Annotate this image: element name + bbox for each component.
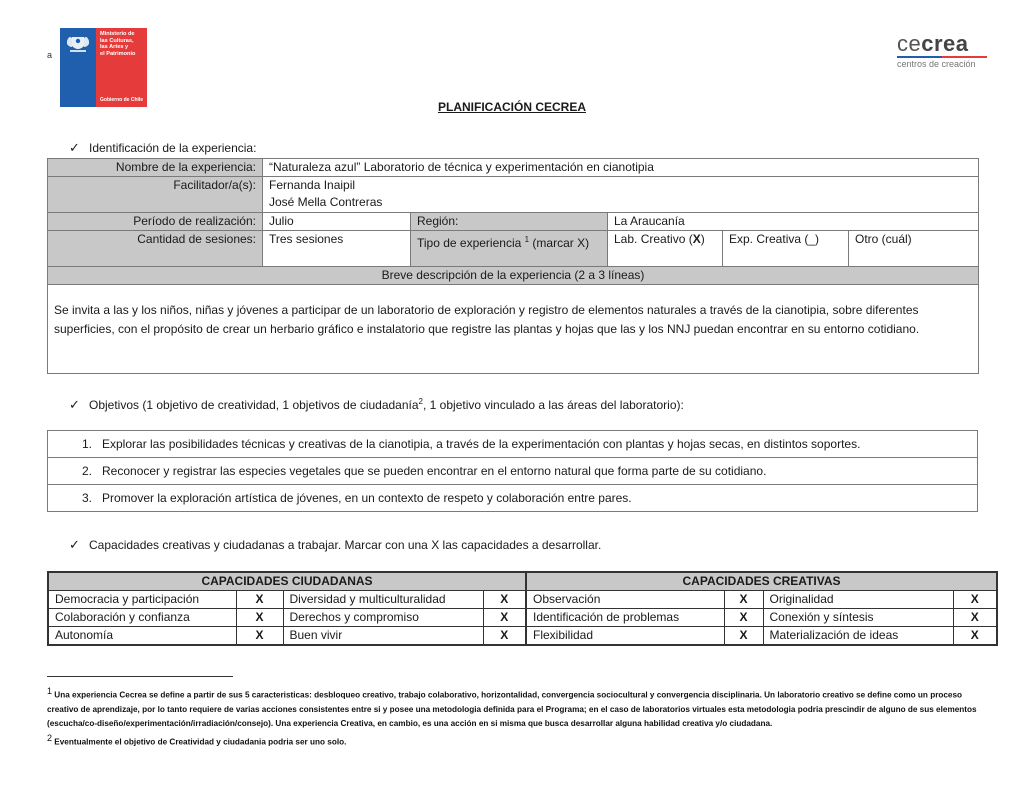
periodo-label: Período de realización: — [48, 213, 263, 231]
capacidad-ciudadana: Democracia y participación — [48, 591, 236, 609]
objetivos-table — [47, 430, 978, 512]
cecrea-logo — [897, 33, 987, 73]
periodo-value: Julio — [263, 213, 411, 231]
capacidad-ciudadana: Derechos y compromiso — [283, 609, 483, 627]
descripcion-text: Se invita a las y los niños, niñas y jóvenes a participar de un laboratorio de exploración y registro de elementos naturales a través de la cianotipia, sobre diferentes superficies, con el propósito de crear un herbario gráfico e instalatorio que registre las plantas y hojas que las y los NNJ puedan encontrar en su entorno cotidiano. — [48, 285, 979, 374]
section-capacidades-heading — [69, 537, 601, 553]
cecrea-bar-red — [942, 56, 987, 58]
sesiones-label: Cantidad de sesiones: — [48, 231, 263, 267]
objetivos-title-pre: Objetivos (1 objetivo de creatividad, 1 objetivos de ciudadanía — [89, 398, 419, 412]
footnote-mark: 2 — [47, 732, 53, 743]
footnote-ref-2[interactable]: 2 — [418, 397, 423, 406]
cecrea-bar — [897, 56, 987, 58]
tipo-exp-creativa: Exp. Creativa (_) — [723, 231, 849, 267]
capacidades-title: Capacidades creativas y ciudadanas a trabajar. Marcar con una X las capacidades a desarrollar. — [89, 538, 602, 552]
objetivo-text: Reconocer y registrar las especies vegetales que se pueden encontrar en el entorno natural que forma parte de su cotidiano. — [102, 463, 767, 478]
capacidades-row — [48, 609, 997, 627]
cecrea-word-bold: crea — [921, 31, 969, 56]
gov-logo — [60, 28, 147, 107]
objetivo-text: Explorar las posibilidades técnicas y creativas de la cianotipia, a través de la experimentación con plantas y hojas secas, en distintos soportes. — [102, 436, 861, 451]
capacidades-creativas-header: CAPACIDADES CREATIVAS — [526, 572, 997, 591]
objetivo-number: 2. — [81, 463, 92, 478]
tipo-lab-mark: X — [692, 232, 701, 246]
facilitador-name: José Mella Contreras — [269, 195, 383, 209]
capacidad-mark[interactable]: X — [236, 627, 283, 646]
footnote-mark: 1 — [47, 686, 53, 696]
capacidades-row — [48, 627, 997, 646]
footnote-ref-1[interactable]: 1 — [524, 235, 530, 244]
cecrea-wordmark — [897, 33, 987, 55]
facilitador-label: Facilitador/a(s): — [48, 177, 263, 213]
identificacion-table — [47, 158, 979, 374]
capacidad-creativa: Observación — [526, 591, 724, 609]
region-value: La Araucanía — [608, 213, 979, 231]
check-icon: ✓ — [69, 397, 80, 412]
capacidad-creativa: Identificación de problemas — [526, 609, 724, 627]
cecrea-subtitle: centros de creación — [897, 59, 976, 69]
objetivo-row — [48, 458, 978, 485]
tipo-lab-creativo — [608, 231, 723, 267]
objetivo-number: 1. — [81, 436, 92, 451]
tipo-label — [411, 231, 608, 267]
sesiones-value: Tres sesiones — [263, 231, 411, 267]
check-icon: ✓ — [69, 537, 80, 552]
coat-of-arms-icon — [64, 31, 92, 57]
capacidad-mark[interactable]: X — [724, 627, 763, 646]
cecrea-bar-blue — [897, 56, 942, 58]
tipo-otro: Otro (cuál) — [849, 231, 979, 267]
capacidad-mark[interactable]: X — [236, 609, 283, 627]
footnote-1 — [47, 684, 982, 731]
tipo-label-text: Tipo de experiencia — [417, 236, 522, 250]
tipo-label-rest: (marcar X) — [529, 236, 590, 250]
capacidad-ciudadana: Autonomía — [48, 627, 236, 646]
objetivo-number: 3. — [81, 490, 92, 505]
section-identificacion-title: Identificación de la experiencia: — [89, 141, 257, 155]
capacidad-mark[interactable]: X — [953, 591, 997, 609]
footnote-2 — [47, 731, 982, 750]
page-title — [0, 100, 1024, 114]
capacidad-mark[interactable]: X — [953, 609, 997, 627]
check-icon: ✓ — [69, 140, 80, 155]
stray-mark: a — [47, 50, 53, 60]
capacidad-mark[interactable]: X — [483, 627, 526, 646]
gov-logo-text: Ministerio de las Culturas, las Artes y el Patrimonio — [100, 31, 136, 57]
capacidad-ciudadana: Diversidad y multiculturalidad — [283, 591, 483, 609]
tipo-lab-prefix: Lab. Creativo ( — [614, 232, 693, 246]
objetivo-row — [48, 485, 978, 512]
capacidad-ciudadana: Colaboración y confianza — [48, 609, 236, 627]
objetivos-title-post: , 1 objetivo vinculado a las áreas del laboratorio): — [423, 398, 684, 412]
page-title-text: PLANIFICACIÓN CECREA — [437, 100, 586, 114]
cecrea-word-light: ce — [897, 31, 922, 56]
capacidad-mark[interactable]: X — [236, 591, 283, 609]
capacidad-mark[interactable]: X — [724, 609, 763, 627]
capacidad-mark[interactable]: X — [483, 591, 526, 609]
nombre-value: “Naturaleza azul” Laboratorio de técnica y experimentación en cianotipia — [263, 159, 979, 177]
section-identificacion-heading — [69, 140, 256, 156]
tipo-lab-suffix: ) — [700, 232, 705, 246]
gov-logo-footer: Gobierno de Chile — [100, 97, 144, 103]
descripcion-label: Breve descripción de la experiencia (2 a 3 líneas) — [48, 267, 979, 285]
capacidad-creativa: Materialización de ideas — [763, 627, 953, 646]
footnotes — [47, 684, 982, 749]
facilitador-value — [263, 177, 979, 213]
footnote-divider — [47, 676, 233, 677]
capacidades-ciudadanas-header: CAPACIDADES CIUDADANAS — [48, 572, 526, 591]
capacidad-ciudadana: Buen vivir — [283, 627, 483, 646]
objetivo-row — [48, 431, 978, 458]
footnote-text: Eventualmente el objetivo de Creatividad y ciudadania podria ser uno solo. — [54, 737, 347, 747]
capacidad-creativa: Originalidad — [763, 591, 953, 609]
capacidades-row — [48, 591, 997, 609]
capacidades-table — [47, 571, 998, 646]
section-objetivos-heading — [69, 397, 684, 413]
objetivo-text: Promover la exploración artística de jóvenes, en un contexto de respeto y colaboración entre pares. — [102, 490, 632, 505]
capacidad-mark[interactable]: X — [724, 591, 763, 609]
capacidad-creativa: Flexibilidad — [526, 627, 724, 646]
region-label: Región: — [411, 213, 608, 231]
capacidad-mark[interactable]: X — [483, 609, 526, 627]
capacidad-creativa: Conexión y síntesis — [763, 609, 953, 627]
gov-logo-blue-band — [60, 28, 96, 107]
nombre-label: Nombre de la experiencia: — [48, 159, 263, 177]
footnote-text: Una experiencia Cecrea se define a partir de sus 5 caracteristicas: desbloqueo creativo, trabajo colaborativo, horizontalidad, convergencia sociocultural y convergencia disciplinaria. Un laboratorio creativo se define como un proceso creativo de aprendizaje, por lo tanto requiere de varias acciones consistentes entre si y posee una metodologia definida para el Programa; en el caso de laboratorios virtuales esta metodologia podria prescindir de alguno de sus elementos (escucha/co-diseño/experimentación/irradiación/consejo). Una experiencia Creativa, en cambio, es una acción en si misma que busca desarrollar alguna habilidad creativa y/o ciudadana. — [47, 690, 977, 728]
facilitador-name: Fernanda Inaipil — [269, 178, 356, 192]
capacidad-mark[interactable]: X — [953, 627, 997, 646]
